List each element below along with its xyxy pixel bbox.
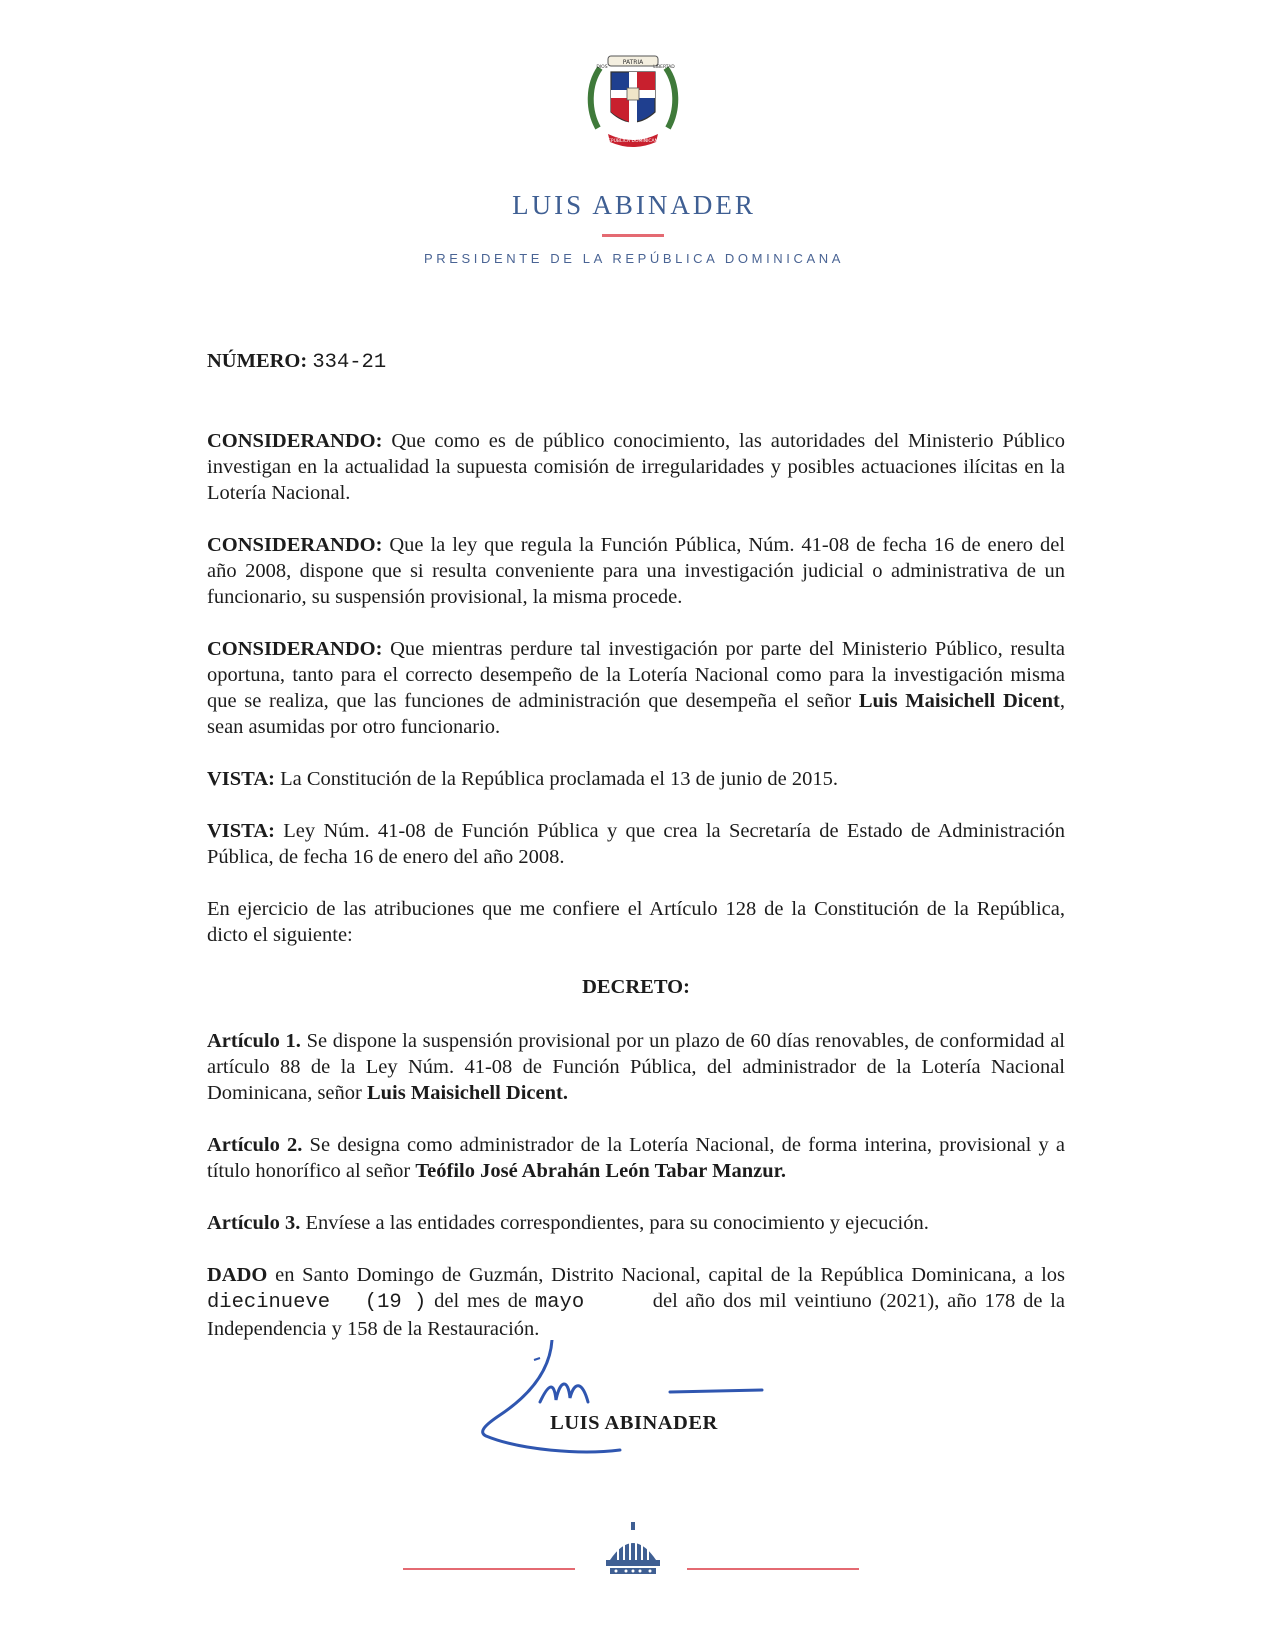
national-palace-dome-icon: [600, 1520, 666, 1580]
svg-text:DIOS: DIOS: [596, 65, 608, 70]
svg-text:REPÚBLICA DOMINICANA: REPÚBLICA DOMINICANA: [604, 139, 662, 144]
considerando-1: [207, 428, 1065, 506]
vista-label: VISTA:: [207, 820, 275, 842]
articulo-text: Envíese a las entidades correspondientes, para su conocimiento y ejecución.: [305, 1212, 929, 1234]
articulo-label: Artículo 1.: [207, 1030, 301, 1052]
articulo-3: [207, 1210, 1065, 1236]
dado-clause: [207, 1262, 1065, 1342]
considerando-3: [207, 636, 1065, 740]
decree-number-label: NÚMERO:: [207, 350, 308, 372]
header-title: PRESIDENTE DE LA REPÚBLICA DOMINICANA: [424, 251, 844, 266]
considerando-text: Que como es de público conocimiento, las autoridades del Ministerio Público investigan en la actualidad la supuesta comisión de irregularidades y posibles actuaciones ilícitas en la Lotería Nacional.: [207, 430, 1065, 504]
svg-text:PATRIA: PATRIA: [622, 59, 644, 66]
vista-1: [207, 766, 1065, 792]
vista-text: La Constitución de la República proclamada el 13 de junio de 2015.: [280, 768, 838, 790]
person-name: Teófilo José Abrahán León Tabar Manzur.: [415, 1160, 786, 1182]
articulo-label: Artículo 2.: [207, 1134, 303, 1156]
preamble: En ejercicio de las atribuciones que me confiere el Artículo 128 de la Constitución de la República, dicto el siguiente:: [207, 898, 1065, 946]
day-words: diecinueve: [207, 1291, 331, 1314]
dado-text: en Santo Domingo de Guzmán, Distrito Nacional, capital de la República Dominicana, a los: [275, 1264, 1065, 1286]
articulo-1: [207, 1028, 1065, 1106]
footer-divider-left: [403, 1568, 575, 1570]
articulo-2: [207, 1132, 1065, 1184]
decree-number-value: 334-21: [312, 351, 387, 374]
signatory-name: LUIS ABINADER: [550, 1412, 718, 1434]
dado-label: DADO: [207, 1264, 268, 1286]
considerando-text: Que mientras perdure tal investigación por parte del Ministerio Público, resulta oportuna, tanto para el correcto desempeño de la Lotería Nacional como para la investigación misma que se realiza, que las funciones de administración que desempeña el señor: [207, 638, 1066, 712]
vista-text: Ley Núm. 41-08 de Función Pública y que crea la Secretaría de Estado de Administración Pública, de fecha 16 de enero del año 2008.: [207, 820, 1065, 868]
decreto-heading: DECRETO:: [582, 976, 690, 998]
considerando-label: CONSIDERANDO:: [207, 638, 383, 660]
considerando-text-end: , sean asumidas por otro funcionario.: [207, 690, 1066, 738]
considerando-2: [207, 532, 1065, 610]
person-name: Luis Maisichell Dicent.: [366, 1082, 568, 1104]
handwritten-signature: [470, 1340, 770, 1480]
decree-number: [207, 348, 1065, 376]
dado-text: del año dos mil veintiuno (2021), año 178 de la Independencia y 158 de la Restauración.: [207, 1290, 1066, 1340]
considerando-label: CONSIDERANDO:: [207, 430, 383, 452]
articulo-text: Se dispone la suspensión provisional por un plazo de 60 días renovables, de conformidad al artículo 88 de la Ley Núm. 41-08 de Función Pública, del administrador de la Lotería Nacional Dominicana, señor: [207, 1030, 1066, 1104]
considerando-label: CONSIDERANDO:: [207, 534, 383, 556]
articulo-label: Artículo 3.: [207, 1212, 301, 1234]
month-value: mayo: [534, 1291, 585, 1314]
svg-text:LIBERTAD: LIBERTAD: [653, 65, 675, 70]
header-name: LUIS ABINADER: [512, 190, 756, 220]
dado-text: del mes de: [434, 1290, 528, 1312]
vista-2: [207, 818, 1065, 870]
considerando-text: Que la ley que regula la Función Pública, Núm. 41-08 de fecha 16 de enero del año 2008, dispone que si resulta conveniente para una investigación judicial o administrativa de un funcionario, su suspensión provisional, la misma procede.: [207, 534, 1066, 608]
vista-label: VISTA:: [207, 768, 275, 790]
header-divider: [602, 234, 664, 237]
footer-divider-right: [687, 1568, 859, 1570]
person-name: Luis Maisichell Dicent: [858, 690, 1060, 712]
coat-of-arms-icon: [578, 50, 688, 160]
day-number: (19 ): [364, 1291, 427, 1314]
articulo-text: Se designa como administrador de la Lotería Nacional, de forma interina, provisional y a título honorífico al señor: [207, 1134, 1065, 1182]
